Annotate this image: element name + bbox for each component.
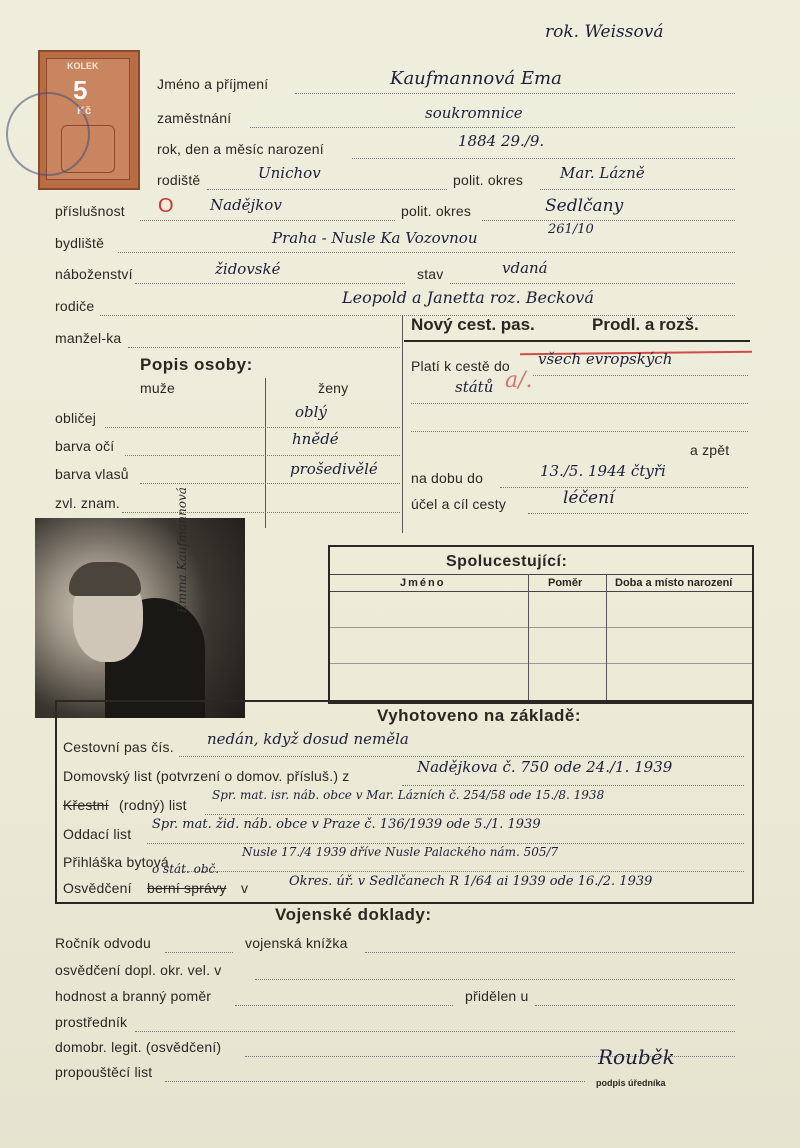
value-zamestnani: soukromnice bbox=[425, 104, 523, 122]
novy-pas-heading: Nový cest. pas. bbox=[411, 315, 535, 334]
value-bydliste-number: 261/10 bbox=[548, 222, 594, 237]
value-dobu: 13./5. 1944 čtyři bbox=[540, 462, 666, 480]
value-rodice: Leopold a Janetta roz. Becková bbox=[342, 288, 594, 307]
voj-prostrednik: prostředník bbox=[55, 1014, 128, 1030]
popis-muze: muže bbox=[140, 380, 176, 396]
value-rodiste: Unichov bbox=[258, 164, 321, 182]
vyh-value-3: Spr. mat. žid. náb. obce v Praze č. 136/1939 ode 5./1. 1939 bbox=[152, 817, 541, 832]
vyh-value-0: nedán, když dosud neměla bbox=[207, 730, 409, 748]
spolu-table bbox=[328, 545, 754, 704]
value-okres2: Sedlčany bbox=[545, 196, 624, 216]
stamp-top-text: KOLEK bbox=[67, 61, 99, 71]
voj-knizka: vojenská knížka bbox=[245, 935, 348, 951]
popis-label-1: barva očí bbox=[55, 438, 115, 454]
vyh-value-1: Nadějkova č. 750 ode 24./1. 1939 bbox=[417, 758, 673, 776]
popis-value-1: hnědé bbox=[292, 430, 339, 448]
popis-label-0: obličej bbox=[55, 410, 97, 426]
popis-heading: Popis osoby: bbox=[140, 355, 253, 374]
voj-hodnost: hodnost a branný poměr bbox=[55, 988, 212, 1004]
value-plati2: států bbox=[455, 378, 494, 396]
label-rodice: rodiče bbox=[55, 298, 95, 314]
label-a-zpet: a zpět bbox=[690, 442, 730, 458]
vyh-label-2: (rodný) list bbox=[119, 797, 187, 813]
vyh-label-5-end: v bbox=[241, 880, 249, 896]
value-narozeni: 1884 29./9. bbox=[458, 132, 545, 150]
label-nabozenstvi: náboženství bbox=[55, 266, 133, 282]
popis-label-3: zvl. znam. bbox=[55, 495, 121, 511]
stamp-value: 5 bbox=[73, 75, 88, 105]
popis-zeny: ženy bbox=[318, 380, 349, 396]
label-manzel: manžel-ka bbox=[55, 330, 122, 346]
prislusnost-mark: O bbox=[158, 195, 174, 217]
label-rodiste: rodiště bbox=[157, 172, 201, 188]
label-prislusnost: příslušnost bbox=[55, 203, 125, 219]
label-okres2: polit. okres bbox=[401, 203, 472, 219]
label-zamestnani: zaměstnání bbox=[157, 110, 232, 126]
label-jmeno: Jméno a příjmení bbox=[157, 76, 269, 92]
voj-propousteci: propouštěcí list bbox=[55, 1064, 153, 1080]
vyh-label-4: Přihláška bytová bbox=[63, 854, 169, 870]
value-ucel: léčení bbox=[563, 488, 615, 508]
spolu-col-jmeno: Jméno bbox=[400, 577, 446, 589]
stamp-unit: Kč bbox=[77, 105, 92, 117]
spolu-col-doba: Doba a místo narození bbox=[615, 577, 733, 589]
label-okres1: polit. okres bbox=[453, 172, 524, 188]
voj-pridelen: přidělen u bbox=[465, 988, 529, 1004]
popis-value-2: prošedivělé bbox=[290, 460, 378, 478]
voj-rocnik: Ročník odvodu bbox=[55, 935, 151, 951]
vyh-label-1: Domovský list (potvrzení o domov. přísluš.) z bbox=[63, 768, 350, 784]
voj-osvedceni: osvědčení dopl. okr. vel. v bbox=[55, 962, 222, 978]
vyh-value-2: Spr. mat. isr. náb. obce v Mar. Lázních č. 254/58 ode 15./8. 1938 bbox=[212, 788, 605, 802]
vyh-insert-5: o stát. obč. bbox=[152, 862, 220, 876]
vyh-label-0: Cestovní pas čís. bbox=[63, 739, 174, 755]
popis-label-2: barva vlasů bbox=[55, 466, 129, 482]
value-plati: všech evropských bbox=[538, 350, 673, 368]
value-stav: vdaná bbox=[502, 259, 548, 277]
plati-red-mark: a/. bbox=[505, 368, 533, 393]
spolu-col-pomer: Poměr bbox=[548, 577, 583, 589]
label-narozeni: rok, den a měsíc narození bbox=[157, 141, 324, 157]
label-plati: Platí k cestě do bbox=[411, 358, 510, 374]
vojenske-heading: Vojenské doklady: bbox=[275, 905, 432, 924]
spolu-heading: Spolucestující: bbox=[446, 553, 568, 570]
vyhotoveno-box bbox=[55, 700, 754, 904]
prodl-heading: Prodl. a rozš. bbox=[592, 315, 699, 334]
official-oval-stamp bbox=[6, 92, 90, 176]
rok-note: rok. Weissová bbox=[545, 22, 664, 42]
vyh-value-4: Nusle 17./4 1939 dříve Nusle Palackého nám. 505/7 bbox=[242, 845, 559, 859]
value-bydliste: Praha - Nusle Ka Vozovnou bbox=[272, 229, 478, 247]
value-jmeno: Kaufmannová Ema bbox=[390, 68, 562, 89]
label-ucel: účel a cíl cesty bbox=[411, 496, 507, 512]
popis-value-0: oblý bbox=[295, 403, 327, 421]
value-okres1: Mar. Lázně bbox=[560, 164, 645, 182]
vyh-label-3: Oddací list bbox=[63, 826, 132, 842]
voj-domobr: domobr. legit. (osvědčení) bbox=[55, 1039, 222, 1055]
vyh-label-2-struck: Křestní bbox=[63, 797, 109, 813]
label-stav: stav bbox=[417, 266, 444, 282]
vyh-value-5: Okres. úř. v Sedlčanech R 1/64 ai 1939 ode 16./2. 1939 bbox=[289, 874, 653, 889]
value-nabozenstvi: židovské bbox=[215, 260, 281, 278]
label-dobu: na dobu do bbox=[411, 470, 484, 486]
label-bydliste: bydliště bbox=[55, 235, 105, 251]
value-prislusnost: Nadějkov bbox=[210, 196, 282, 214]
podpis-label: podpis úředníka bbox=[596, 1078, 666, 1088]
vyh-label-5: Osvědčení bbox=[63, 880, 132, 896]
vyh-label-5-struck: berní správy bbox=[147, 880, 227, 896]
official-signature: Rouběk bbox=[598, 1045, 675, 1069]
vyhotoveno-heading: Vyhotoveno na základě: bbox=[377, 706, 582, 725]
photo-signature: Emma Kaufmannová bbox=[175, 487, 189, 613]
